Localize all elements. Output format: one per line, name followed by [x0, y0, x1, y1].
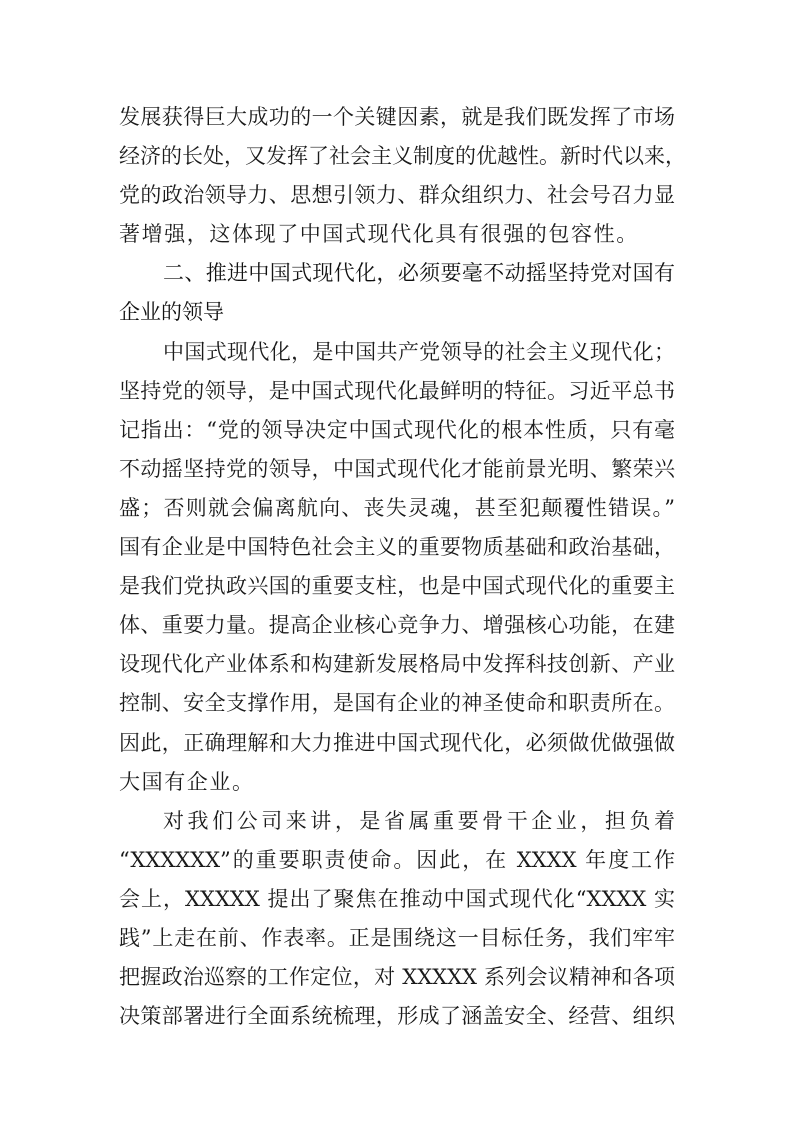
text-line: 记指出：“党的领导决定中国式现代化的根本性质，只有毫: [119, 417, 675, 442]
text-line: 盛；否则就会偏离航向、丧失灵魂，甚至犯颠覆性错误。”: [119, 495, 675, 520]
text-line: 中国式现代化，是中国共产党领导的社会主义现代化；: [163, 339, 675, 364]
text-line: 大国有企业。: [119, 769, 255, 794]
text-line: 控制、安全支撑作用，是国有企业的神圣使命和职责所在。: [119, 691, 675, 716]
heading-line: 二、推进中国式现代化，必须要毫不动摇坚持党对国有: [163, 261, 675, 286]
document-page: [119, 98, 686, 1036]
paragraph-3: [119, 802, 675, 1037]
paragraph-continuation: [119, 98, 686, 254]
text-line: 体、重要力量。提高企业核心竞争力、增强核心功能，在建: [119, 613, 675, 638]
text-line: 发展获得巨大成功的一个关键因素，就是我们既发挥了市场: [119, 105, 675, 129]
text-line: 设现代化产业体系和构建新发展格局中发挥科技创新、产业: [119, 652, 675, 677]
text-line: 践”上走在前、作表率。正是围绕这一目标任务，我们牢牢: [119, 925, 675, 950]
text-line: 决策部署进行全面系统梳理，形成了涵盖安全、经营、组织: [119, 1004, 675, 1029]
text-line: 党的政治领导力、思想引领力、群众组织力、社会号召力显: [119, 183, 675, 208]
text-line: “XXXXXX”的重要职责使命。因此，在 XXXX 年度工作: [119, 847, 675, 872]
section-heading: [119, 254, 675, 332]
text-line: 是我们党执政兴国的重要支柱，也是中国式现代化的重要主: [119, 574, 675, 599]
text-line: 对我们公司来讲，是省属重要骨干企业，担负着: [163, 808, 675, 833]
paragraph-2: [119, 333, 675, 802]
text-line: 会上，XXXXX 提出了聚焦在推动中国式现代化“XXXX 实: [119, 886, 675, 911]
text-line: 经济的长处，又发挥了社会主义制度的优越性。新时代以来，: [119, 144, 686, 169]
text-line: 著增强，这体现了中国式现代化具有很强的包容性。: [119, 222, 639, 247]
text-line: 国有企业是中国特色社会主义的重要物质基础和政治基础，: [119, 535, 675, 560]
text-line: 坚持党的领导，是中国式现代化最鲜明的特征。习近平总书: [119, 378, 675, 403]
text-line: 把握政治巡察的工作定位，对 XXXXX 系列会议精神和各项: [119, 965, 675, 990]
text-line: 不动摇坚持党的领导，中国式现代化才能前景光明、繁荣兴: [119, 456, 675, 481]
heading-line: 企业的领导: [119, 300, 224, 325]
text-line: 因此，正确理解和大力推进中国式现代化，必须做优做强做: [119, 730, 675, 755]
